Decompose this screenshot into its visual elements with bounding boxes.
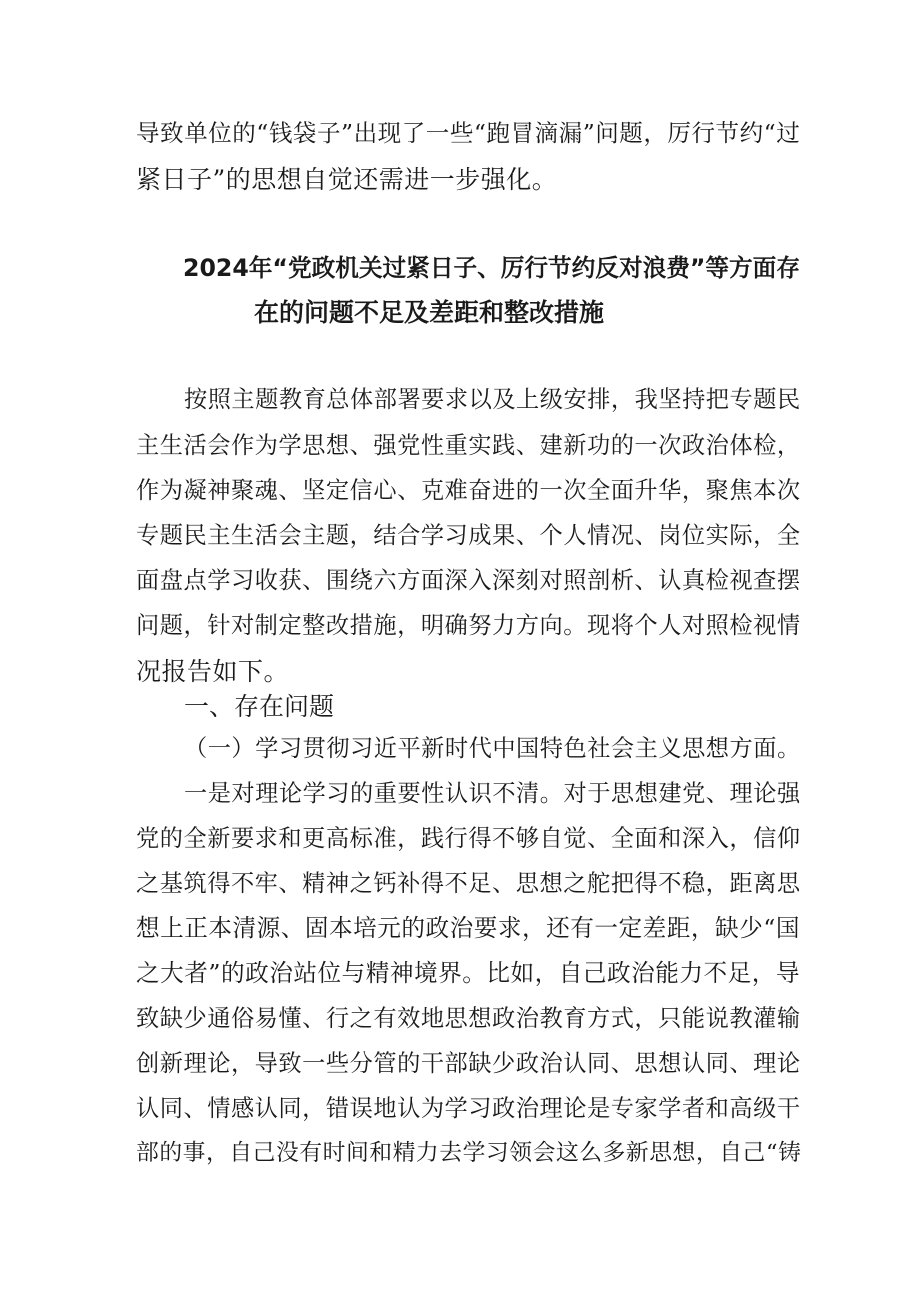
- body-line-1: 按照主题教育总体部署要求以及上级安排，我坚持把专题民: [184, 386, 801, 413]
- point-line-9: 部的事，自己没有时间和精力去学习领会这么多新思想，自己“铸: [136, 1140, 802, 1166]
- point-line-6: 致缺少通俗易懂、行之有效地思想政治教育方式，只能说教灌输: [136, 1005, 801, 1032]
- body-line-6: 问题，针对制定整改措施，明确努力方向。现将个人对照检视情: [136, 612, 801, 639]
- point-line-1: 一是对理论学习的重要性认识不清。对于思想建党、理论强: [184, 780, 801, 807]
- point-line-3: 之基筑得不牢、精神之钙补得不足、思想之舵把得不稳，距离思: [136, 870, 801, 897]
- document-title-line-1: 2024年“党政机关过紧日子、厉行节约反对浪费”等方面存: [183, 254, 800, 282]
- document-title-line-2: 在的问题不足及差距和整改措施: [254, 298, 605, 327]
- point-line-4: 想上正本清源、固本培元的政治要求，还有一定差距，缺少“国: [136, 914, 800, 942]
- point-line-7: 创新理论，导致一些分管的干部缺少政治认同、思想认同、理论: [136, 1050, 801, 1077]
- body-line-2: 主生活会作为学思想、强党性重实践、建新功的一次政治体检，: [136, 432, 801, 459]
- body-line-7: 况报告如下。: [136, 657, 290, 686]
- section-heading: 一、存在问题: [184, 692, 335, 721]
- body-line-5: 面盘点学习收获、围绕六方面深入深刻对照剖析、认真检视查摆: [136, 567, 801, 594]
- body-line-3: 作为凝神聚魂、坚定信心、克难奋进的一次全面升华，聚焦本次: [136, 477, 801, 504]
- subsection-heading: （一）学习贯彻习近平新时代中国特色社会主义思想方面。: [184, 735, 801, 762]
- intro-line-2: 紧日子”的思想自觉还需进一步强化。: [136, 165, 558, 194]
- point-line-5: 之大者”的政治站位与精神境界。比如，自己政治能力不足，导: [136, 959, 800, 987]
- point-line-2: 党的全新要求和更高标准，践行得不够自觉、全面和深入，信仰: [136, 825, 801, 852]
- body-line-4: 专题民主生活会主题，结合学习成果、个人情况、岗位实际，全: [136, 522, 801, 549]
- intro-line-1: 导致单位的“钱袋子”出现了一些“跑冒滴漏”问题，厉行节约“过: [136, 119, 801, 147]
- point-line-8: 认同、情感认同，错误地认为学习政治理论是专家学者和高级干: [136, 1095, 801, 1122]
